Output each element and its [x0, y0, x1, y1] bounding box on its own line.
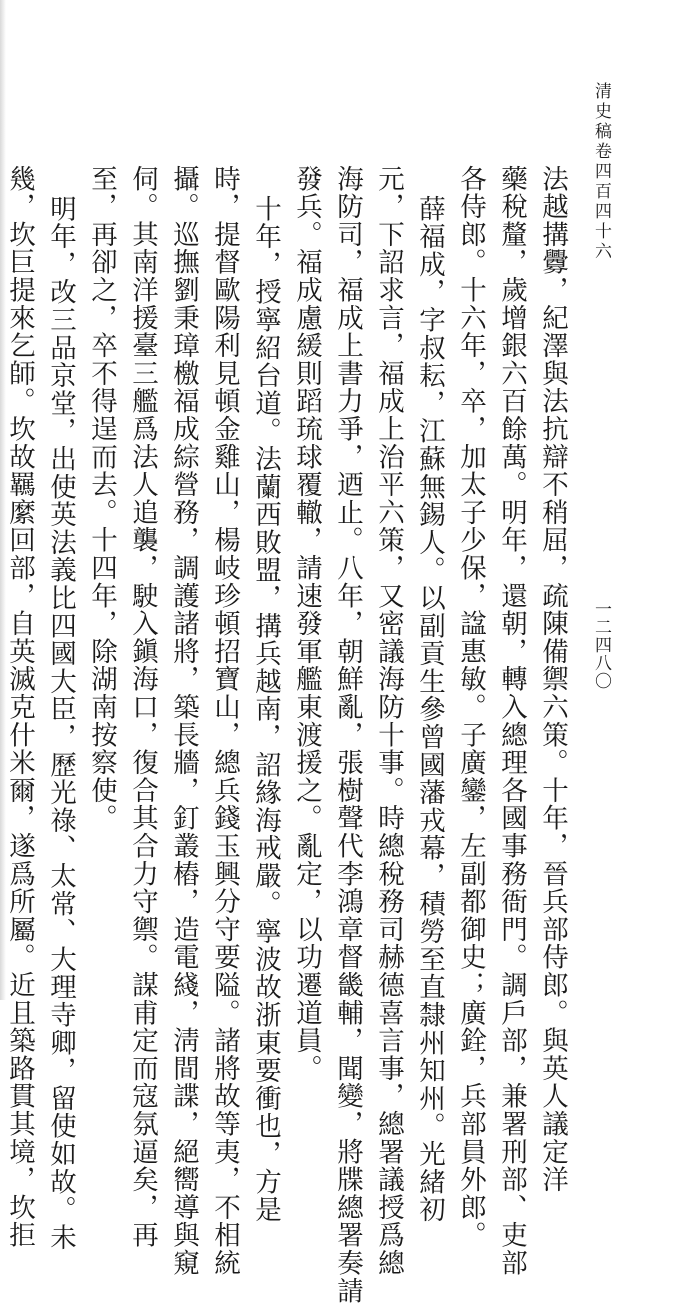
text-column-12: 至，再卻之，卒不得逞而去。十四年，除湖南按察使。	[86, 165, 117, 833]
text-column-10: 攝。巡撫劉秉璋檄福成綜營務，調護諸將，築長牆，釘叢樁，造電綫，淸間諜，絕嚮導與窺	[168, 165, 199, 1277]
text-column-3: 各侍郎。十六年，卒，加太子少保，諡惠敏。子廣鑾，左副都御史；廣銓，兵部員外郎。	[455, 165, 486, 1250]
text-column-13: 明年，改三品京堂，出使英法義比四國大臣，歷光祿、太常、大理寺卿，留使如故。未	[45, 195, 76, 1252]
book-title: 清史稿卷四百四十六	[591, 82, 611, 262]
text-column-5: 元，下詔求言，福成上治平六策，又密議海防十事。時總稅務司赫德喜言事，總署議授爲總	[373, 165, 404, 1277]
text-column-8: 十年，授寧紹台道。法蘭西敗盟，搆兵越南，詔緣海戒嚴。寧波故浙東要衝也，方是	[250, 195, 281, 1224]
page-number: 一二四八〇	[591, 600, 611, 690]
text-column-9: 時，提督歐陽利見頓金雞山，楊岐珍頓招寶山，總兵錢玉興分守要隘。諸將故等夷，不相統	[209, 165, 240, 1277]
text-column-7: 發兵。福成慮緩則蹈琉球覆轍，請速發軍艦東渡援之。亂定，以功遷道員。	[291, 165, 322, 1083]
text-column-4: 薛福成，字叔耘，江蘇無錫人。以副貢生參曾國藩戎幕，積勞至直隸州知州。光緒初	[414, 195, 445, 1224]
text-column-6: 海防司，福成上書力爭，迺止。八年，朝鮮亂，張樹聲代李鴻章督畿輔，聞變，將牒總署奏請	[332, 165, 363, 1305]
text-column-14: 幾，坎巨提來乞師。坎故羈縻回部，自英滅克什米爾，遂爲所屬。近且築路貫其境，坎拒	[4, 165, 35, 1250]
text-column-1: 法越搆釁，紀澤與法抗辯不稍屈，疏陳備禦六策。十年，晉兵部侍郎。與英人議定洋	[537, 165, 568, 1194]
text-column-11: 伺。其南洋援臺三艦爲法人追襲，駛入鎭海口，復合其合力守禦。謀甫定而寇氛逼矣，再	[127, 165, 158, 1250]
text-column-2: 藥稅釐，歲增銀六百餘萬。明年，還朝，轉入總理各國事務衙門。調戶部，兼署刑部、吏部	[496, 165, 527, 1277]
